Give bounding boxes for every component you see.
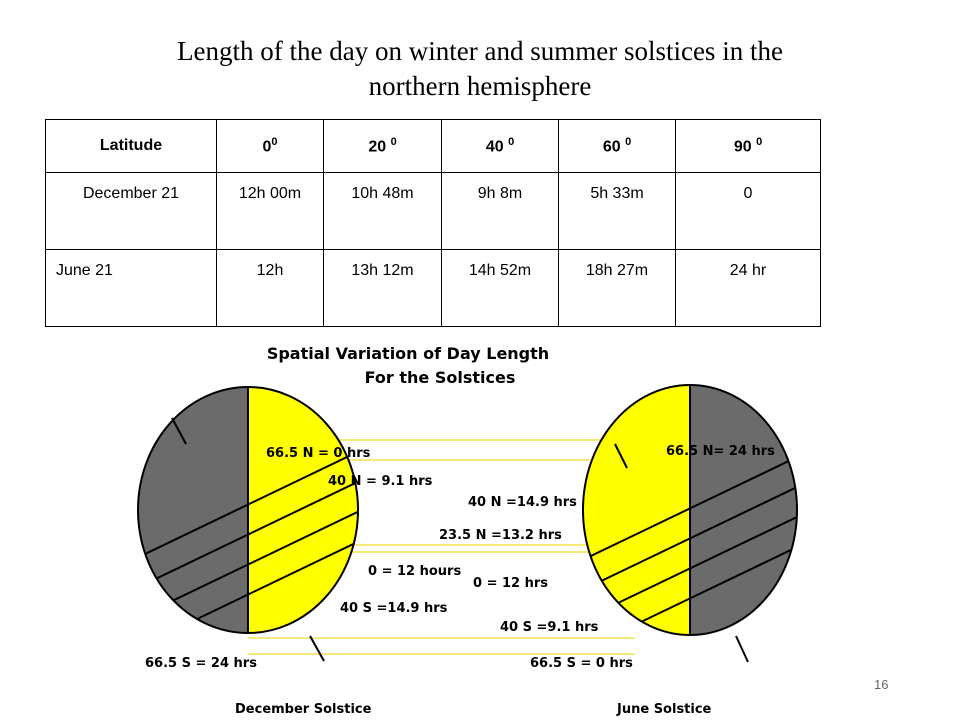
- axis-tip: [310, 636, 324, 661]
- table-header-row: [46, 120, 821, 173]
- day-length-table: [45, 119, 821, 327]
- slide-title-line-1: Length of the day on winter and summer solstices in the: [177, 36, 783, 66]
- latitude-header: Latitude: [46, 120, 217, 173]
- latitude-column-header: $0^0$: [217, 120, 324, 173]
- label-40s-december: 40 S =14.9 hrs: [340, 601, 448, 616]
- row-label: June 21: [46, 250, 217, 327]
- solstice-diagram: [130, 336, 820, 720]
- label-23-5n-june: 23.5 N =13.2 hrs: [439, 528, 562, 543]
- table-row: [46, 250, 821, 327]
- page-number: 16: [874, 677, 889, 692]
- december-solstice-caption: December Solstice: [235, 702, 372, 717]
- latitude-column-header: 20 $^0$: [324, 120, 442, 173]
- table-cell: 10h 48m: [324, 173, 442, 250]
- label-66-5s-june: 66.5 S = 0 hrs: [530, 656, 633, 671]
- december-globe: [130, 376, 370, 661]
- diagram-title-line-1: Spatial Variation of Day Length: [266, 344, 550, 363]
- label-40s-june: 40 S =9.1 hrs: [500, 620, 599, 635]
- june-globe: [570, 376, 820, 662]
- label-40n-june: 40 N =14.9 hrs: [468, 495, 577, 510]
- slide-title: [80, 34, 880, 104]
- label-66-5n-june: 66.5 N= 24 hrs: [666, 444, 775, 459]
- label-equator-june: 0 = 12 hrs: [473, 576, 549, 591]
- slide-title-line-2: northern hemisphere: [368, 71, 592, 101]
- latitude-column-header: 90 $^0$: [676, 120, 821, 173]
- latitude-column-header: 40 $^0$: [442, 120, 559, 173]
- table-cell: 0: [676, 173, 821, 250]
- row-label: December 21: [46, 173, 217, 250]
- table-cell: 9h 8m: [442, 173, 559, 250]
- table-row: [46, 173, 821, 250]
- table-cell: 14h 52m: [442, 250, 559, 327]
- label-equator-december: 0 = 12 hours: [368, 564, 462, 579]
- latitude-column-header: 60 $^0$: [559, 120, 676, 173]
- table-cell: 12h: [217, 250, 324, 327]
- table-cell: 24 hr: [676, 250, 821, 327]
- table-cell: 5h 33m: [559, 173, 676, 250]
- june-solstice-caption: June Solstice: [617, 702, 712, 717]
- table-cell: 12h 00m: [217, 173, 324, 250]
- label-66-5s-december: 66.5 S = 24 hrs: [145, 656, 257, 671]
- axis-tip: [736, 636, 748, 662]
- label-40n-december: 40 N = 9.1 hrs: [328, 474, 433, 489]
- label-66-5n-december: 66.5 N = 0 hrs: [266, 446, 371, 461]
- diagram-title-line-2: For the Solstices: [364, 368, 516, 387]
- table-cell: 13h 12m: [324, 250, 442, 327]
- table-cell: 18h 27m: [559, 250, 676, 327]
